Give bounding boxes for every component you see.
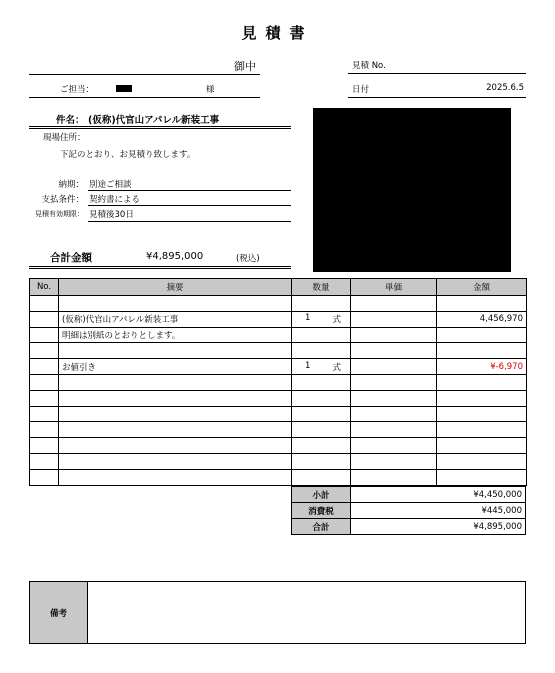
subtotal-row: [292, 487, 526, 503]
payment-value: 契約書による: [89, 195, 141, 205]
table-row: [30, 390, 527, 406]
table-row: [30, 327, 527, 343]
quote-no-label: 見積 No.: [352, 61, 386, 71]
grand-total-value: ¥4,895,000: [351, 519, 526, 535]
row-desc: [59, 438, 292, 454]
table-row: [30, 359, 527, 375]
row-no: [30, 374, 59, 390]
row-qty: [292, 327, 351, 343]
col-desc-header: 摘要: [59, 279, 292, 296]
row-qty: [292, 343, 351, 359]
table-row: [30, 469, 527, 485]
intro-text: 下記のとおり、お見積り致します。: [60, 150, 196, 160]
row-amount: [437, 327, 527, 343]
row-no: [30, 359, 59, 375]
row-price: [351, 406, 437, 422]
row-desc: [59, 453, 292, 469]
row-price: [351, 453, 437, 469]
qty-value: 1: [305, 313, 311, 324]
delivery-value: 別途ご相談: [89, 180, 132, 190]
table-row: [30, 453, 527, 469]
validity-label: 見積有効期限：: [35, 210, 84, 218]
row-desc: [59, 390, 292, 406]
row-amount: [437, 374, 527, 390]
row-amount: 4,456,970: [437, 311, 527, 327]
redacted-name: [116, 85, 132, 92]
row-price: [351, 469, 437, 485]
row-no: [30, 469, 59, 485]
row-amount: [437, 390, 527, 406]
row-amount-discount: ¥-6,970: [437, 359, 527, 375]
row-desc: [59, 374, 292, 390]
col-qty-header: 数量: [292, 279, 351, 296]
row-no: [30, 453, 59, 469]
row-amount: [437, 406, 527, 422]
subject-line-2: [29, 128, 291, 129]
row-qty: [292, 359, 351, 375]
row-no: [30, 438, 59, 454]
total-line-2: [29, 268, 291, 269]
row-no: [30, 390, 59, 406]
row-desc: (仮称)代官山アパレル新装工事: [59, 311, 292, 327]
table-row: [30, 406, 527, 422]
row-qty: [292, 438, 351, 454]
row-qty: [292, 406, 351, 422]
row-qty: [292, 453, 351, 469]
delivery-label: 納期：: [58, 180, 84, 190]
site-label: 現場住所：: [43, 133, 86, 143]
grand-total-row: [292, 519, 526, 535]
table-row: [30, 343, 527, 359]
row-no: [30, 311, 59, 327]
quote-no-line: [348, 73, 526, 74]
row-qty: [292, 311, 351, 327]
payment-label: 支払条件：: [41, 195, 84, 205]
row-price: [351, 296, 437, 312]
row-price: [351, 422, 437, 438]
recipient-line: [29, 74, 260, 75]
row-amount: [437, 453, 527, 469]
row-qty: [292, 469, 351, 485]
qty-unit: 式: [332, 362, 341, 373]
onchu-label: 御中: [234, 60, 256, 73]
row-qty: [292, 374, 351, 390]
payment-line: [88, 205, 291, 206]
row-amount: [437, 422, 527, 438]
subject-label: 件名：: [56, 115, 85, 126]
remarks-box: [29, 581, 526, 644]
qty-value: 1: [305, 360, 311, 371]
date-line: [348, 97, 526, 98]
totals-table: [291, 486, 526, 535]
validity-line: [88, 221, 291, 222]
row-price: [351, 359, 437, 375]
delivery-line: [88, 190, 291, 191]
row-amount: [437, 296, 527, 312]
row-desc: [59, 296, 292, 312]
row-qty: [292, 422, 351, 438]
total-amount-value: ¥4,895,000: [146, 251, 204, 262]
row-price: [351, 311, 437, 327]
col-unitprice-header: 単価: [351, 279, 437, 296]
table-row: [30, 422, 527, 438]
grand-total-label: 合計: [292, 519, 351, 535]
date-label: 日付: [352, 85, 370, 95]
tax-label: 消費税: [292, 503, 351, 519]
row-price: [351, 327, 437, 343]
date-value: 2025.6.5: [486, 83, 524, 93]
row-no: [30, 343, 59, 359]
remarks-label: 備考: [30, 582, 88, 643]
sama-label: 様: [206, 85, 215, 95]
items-table: [29, 278, 527, 486]
tanto-line: [29, 97, 260, 98]
subject-line: [29, 126, 291, 127]
row-desc: [59, 406, 292, 422]
document-title: 見積書: [241, 24, 314, 42]
row-desc: お値引き: [59, 359, 292, 375]
row-no: [30, 422, 59, 438]
tax-row: [292, 503, 526, 519]
tax-value: ¥445,000: [351, 503, 526, 519]
table-row: [30, 374, 527, 390]
row-price: [351, 343, 437, 359]
tax-included-note: (税込): [236, 254, 260, 264]
row-qty: [292, 390, 351, 406]
subtotal-label: 小計: [292, 487, 351, 503]
subtotal-value: ¥4,450,000: [351, 487, 526, 503]
tanto-label: ご担当：: [60, 85, 95, 95]
row-desc: [59, 469, 292, 485]
row-qty: [292, 296, 351, 312]
row-amount: [437, 469, 527, 485]
row-desc: [59, 343, 292, 359]
qty-unit: 式: [332, 315, 341, 326]
total-amount-label: 合計金額: [50, 252, 92, 264]
col-amount-header: 金額: [437, 279, 527, 296]
row-price: [351, 390, 437, 406]
row-desc: 明細は別紙のとおりとします。: [59, 327, 292, 343]
table-row: [30, 296, 527, 312]
col-no-header: No.: [30, 279, 59, 296]
row-desc: [59, 422, 292, 438]
row-no: [30, 327, 59, 343]
subject-value: (仮称)代官山アパレル新装工事: [88, 115, 220, 126]
row-amount: [437, 343, 527, 359]
redacted-company-block: [313, 108, 511, 272]
validity-value: 見積後30日: [89, 210, 134, 220]
row-price: [351, 374, 437, 390]
row-price: [351, 438, 437, 454]
row-amount: [437, 438, 527, 454]
table-row: [30, 438, 527, 454]
table-row: [30, 311, 527, 327]
items-header-row: [30, 279, 527, 296]
total-line: [29, 266, 291, 267]
row-no: [30, 406, 59, 422]
row-no: [30, 296, 59, 312]
